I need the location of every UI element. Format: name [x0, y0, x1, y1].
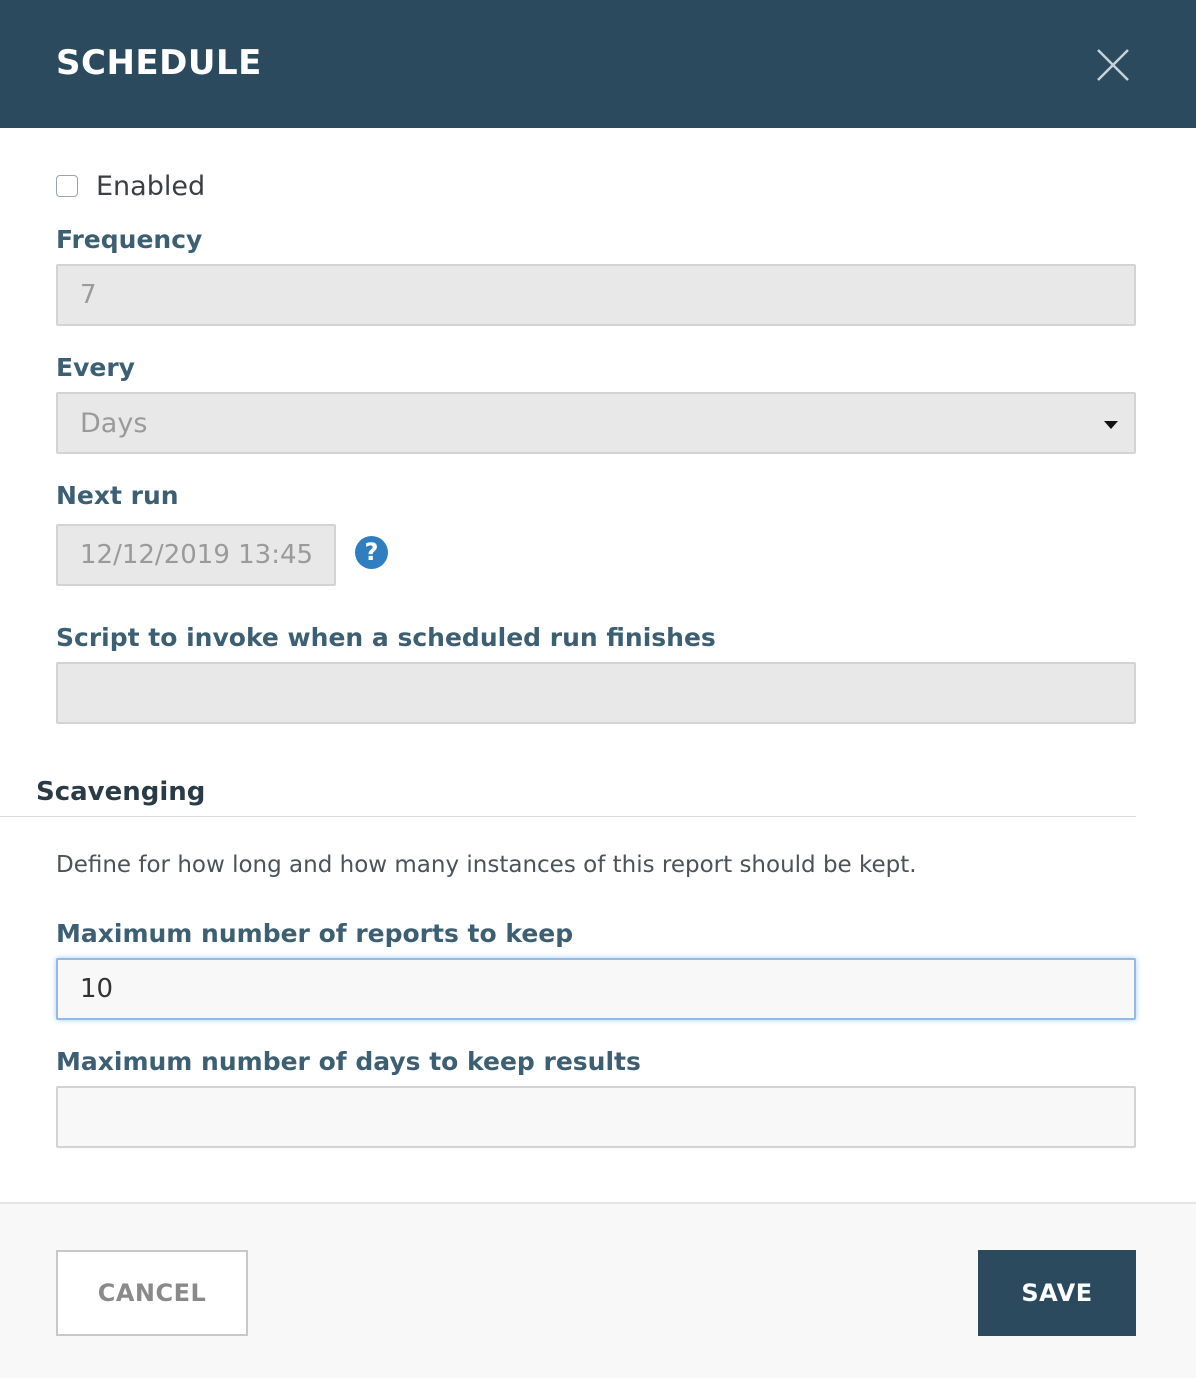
enabled-label: Enabled [96, 170, 206, 202]
dialog-header [0, 0, 1196, 128]
scavenging-title: Scavenging [36, 777, 206, 807]
scavenging-description: Define for how long and how many instances of this report should be kept. [56, 852, 917, 878]
max-reports-label: Maximum number of reports to keep [56, 919, 574, 948]
every-select[interactable] [56, 392, 1136, 454]
frequency-label: Frequency [56, 225, 203, 254]
max-days-input[interactable] [56, 1086, 1136, 1148]
frequency-input[interactable] [56, 264, 1136, 326]
cancel-button[interactable]: CANCEL [56, 1250, 248, 1336]
every-selected-value: Days [80, 407, 148, 439]
next-run-input[interactable] [56, 524, 336, 586]
script-label: Script to invoke when a scheduled run finishes [56, 623, 716, 652]
max-reports-input[interactable] [56, 958, 1136, 1020]
save-button[interactable]: SAVE [978, 1250, 1136, 1336]
enabled-row [56, 168, 205, 204]
max-days-label: Maximum number of days to keep results [56, 1047, 641, 1076]
every-label: Every [56, 353, 135, 382]
next-run-label: Next run [56, 481, 179, 510]
close-button[interactable] [1094, 46, 1132, 84]
section-divider [0, 816, 1136, 817]
help-icon[interactable]: ? [355, 536, 388, 569]
script-input[interactable] [56, 662, 1136, 724]
close-icon [1094, 46, 1132, 84]
caret-down-icon [1104, 421, 1118, 429]
dialog-footer [0, 1202, 1196, 1378]
enabled-checkbox[interactable] [56, 175, 78, 197]
dialog-title: SCHEDULE [56, 43, 262, 83]
